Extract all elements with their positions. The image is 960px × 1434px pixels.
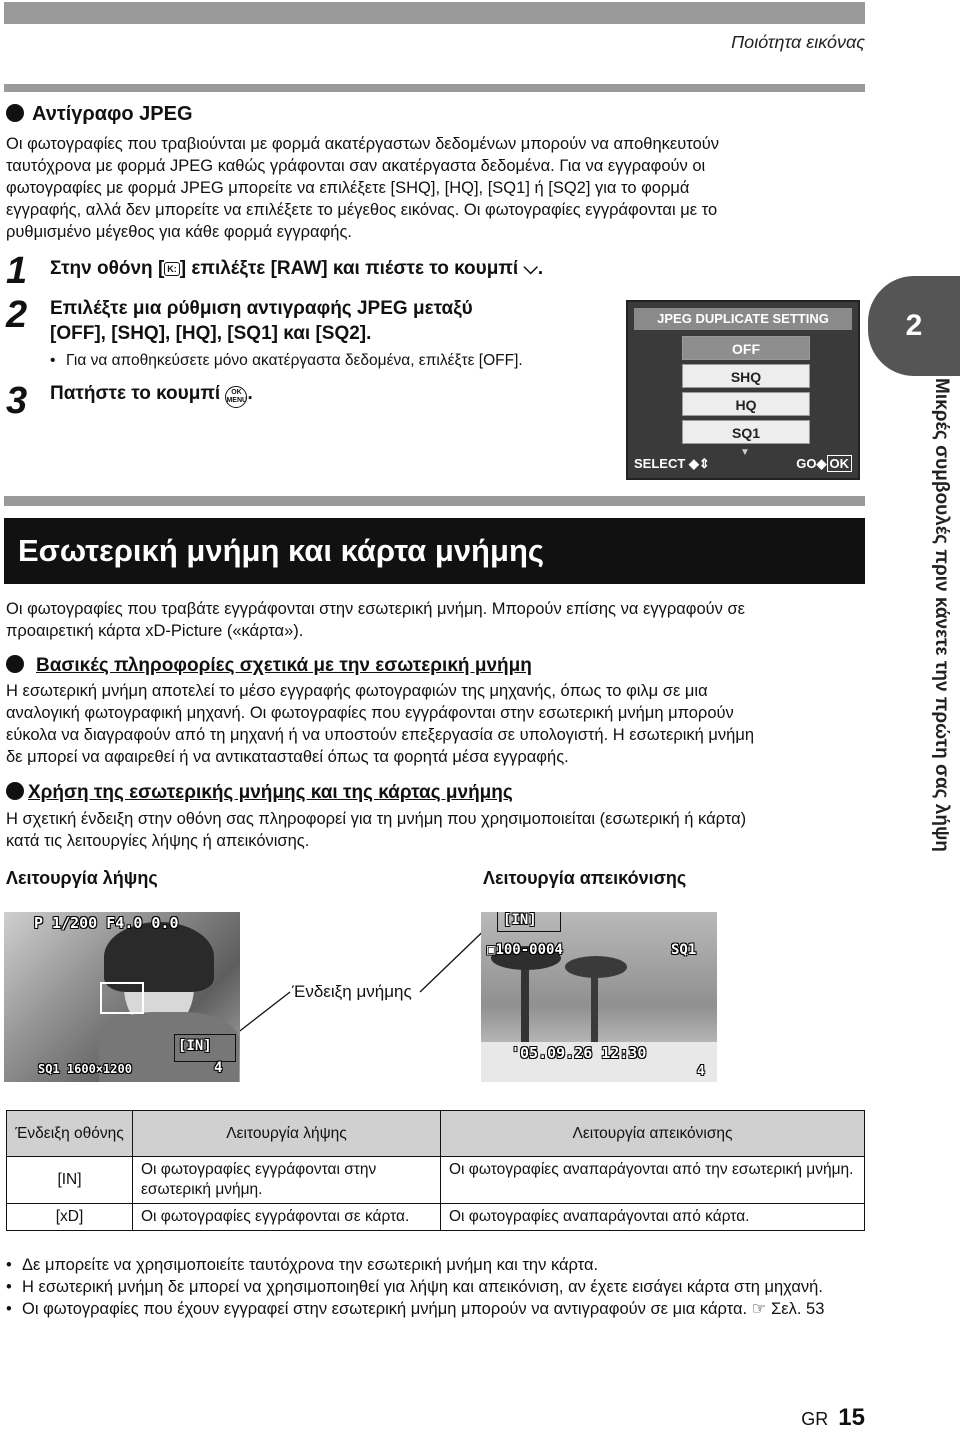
lcd-option-sq1[interactable]: SQ1 xyxy=(682,420,810,444)
table-cell: [xD] xyxy=(7,1204,133,1231)
lcd-footer-select: SELECT ◆⇕ xyxy=(634,456,710,471)
step-2-note: • Για να αποθηκεύσετε μόνο ακατέργαστα δεδομένα, επιλέξτε [OFF]. xyxy=(50,350,625,372)
list-item: • Η εσωτερική μνήμη δε μπορεί να χρησιμοποιηθεί για λήψη και απεικόνιση, αν έχετε εισάγει κάρτα στη μηχανή. xyxy=(6,1276,826,1298)
bullet-icon xyxy=(6,655,24,673)
list-item: • Δε μπορείτε να χρησιμοποιείτε ταυτόχρονα την εσωτερική μνήμη και την κάρτα. xyxy=(6,1254,826,1276)
table-header: Λειτουργία λήψης xyxy=(133,1111,441,1157)
memory-section-title: Εσωτερική μνήμη και κάρτα μνήμης xyxy=(4,518,865,584)
step-1-text: Στην οθόνη [ K: ] επιλέξτε [RAW] και πιέστε το κουμπί ⌵. xyxy=(50,258,544,279)
shoot-osd-top: P 1/200 F4.0 0.0 xyxy=(34,914,179,932)
page-number: GR 15 xyxy=(801,1404,865,1431)
usage-heading: Χρήση της εσωτερικής μνήμης και της κάρτας μνήμης xyxy=(6,782,513,804)
memory-indicator-label: Ένδειξη μνήμης xyxy=(292,982,412,1001)
play-mode-label: Λειτουργία απεικόνισης xyxy=(483,868,687,888)
section-band-top xyxy=(4,496,865,506)
page-header-title: Ποιότητα εικόνας xyxy=(731,32,865,52)
page-reference-icon: ☞ xyxy=(751,1300,767,1318)
table-cell: [IN] xyxy=(7,1157,133,1204)
ok-icon: OK xyxy=(827,455,853,472)
table-header-row xyxy=(7,1111,865,1157)
jpeg-paragraph: Οι φωτογραφίες που τραβιούνται με φορμά ακατέργαστων δεδομένων μπορούν να αποθηκευτούν ταυτόχρονα με φορμά JPEG καθώς γράφονται σαν ακατέργαστα δεδομένα. Για να εγγραφούν οι φωτογραφίες με φορμά JPEG μπορείτε να επιλέξετε [SHQ], [HQ], [SQ1] ή [SQ2] για το φορμά εγγραφής, αλλά δεν μπορείτε να επιλέξετε το μέγεθος εικόνας. Οι φωτογραφίες εγγράφονται με το ρυθμισμένο μέγεθος για κάθε φορμά εγγραφής. xyxy=(6,135,720,241)
lcd-title: JPEG DUPLICATE SETTING xyxy=(634,308,852,330)
table-header: Ένδειξη οθόνης xyxy=(7,1111,133,1157)
table-cell: Οι φωτογραφίες εγγράφονται στην εσωτερική μνήμη. xyxy=(133,1157,441,1204)
step-2-text: Επιλέξτε μια ρύθμιση αντιγραφής JPEG μεταξύ [OFF], [SHQ], [HQ], [SQ1] και [SQ2]. xyxy=(50,298,473,344)
play-osd-file: ▣100-0004 xyxy=(487,942,563,958)
memory-indicator-table xyxy=(6,1110,865,1231)
table-cell: Οι φωτογραφίες αναπαράγονται από κάρτα. xyxy=(441,1204,865,1231)
playback-mode-photo xyxy=(481,912,717,1082)
chapter-side-text: Μικρές συμβουλές πριν κάνετε την πρώτη σας λήψη xyxy=(931,378,952,852)
shoot-osd-count: 4 xyxy=(214,1060,223,1076)
arrow-button-icon: ⌵ xyxy=(523,258,538,279)
step-number-3: 3 xyxy=(6,380,28,422)
camera-menu-icon: K: xyxy=(164,262,180,276)
af-target-mark xyxy=(100,982,144,1014)
memory-intro: Οι φωτογραφίες που τραβάτε εγγράφονται στην εσωτερική μνήμη. Μπορούν επίσης να εγγραφούν σε προαιρετική κάρτα xD-Picture («κάρτα»). xyxy=(6,600,746,640)
list-item: • Οι φωτογραφίες που έχουν εγγραφεί στην εσωτερική μνήμη μπορούν να αντιγραφούν σε μια κάρτα. ☞ Σελ. 53 xyxy=(6,1298,826,1320)
lcd-option-shq[interactable]: SHQ xyxy=(682,364,810,388)
table-cell: Οι φωτογραφίες εγγράφονται σε κάρτα. xyxy=(133,1204,441,1231)
bullet-icon xyxy=(6,782,24,800)
header-rule xyxy=(4,84,865,92)
scroll-down-icon: ▼ xyxy=(740,447,750,458)
table-row xyxy=(7,1204,865,1231)
lcd-option-off[interactable]: OFF xyxy=(682,336,810,360)
shoot-osd-in: [IN] xyxy=(178,1038,212,1054)
table-cell: Οι φωτογραφίες αναπαράγονται από την εσωτερική μνήμη. xyxy=(441,1157,865,1204)
step-number-1: 1 xyxy=(6,250,28,292)
table-row xyxy=(7,1157,865,1204)
protect-icon: ▣ xyxy=(487,942,496,958)
arrow-icon: ◆ xyxy=(816,456,827,471)
palm-leaves-2 xyxy=(565,956,627,978)
play-osd-count: 4 xyxy=(697,1064,705,1079)
play-osd-date: '05.09.26 12:30 xyxy=(511,1044,647,1062)
play-osd-in: [IN] xyxy=(503,912,537,928)
step-number-2: 2 xyxy=(6,294,28,336)
jpeg-duplicate-lcd xyxy=(626,300,860,480)
play-osd-quality: SQ1 xyxy=(671,942,697,958)
shoot-mode-label: Λειτουργία λήψης xyxy=(6,868,158,888)
basic-info-paragraph: Η εσωτερική μνήμη αποτελεί το μέσο εγγραφής φωτογραφιών της μηχανής, όπως το φιλμ σε μια αναλογική φωτογραφική μηχανή. Οι φωτογραφίες που εγγράφονται στην εσωτερική μνήμη μπορούν εύκολα να διαγραφούν από τη μηχανή ή να υποστούν επεξεργασία σε υπολογιστή. Η εσωτερική μνήμη δε μπορεί να αφαιρεθεί ή να αντικατασταθεί όπως τα φορητά μέσα εγγραφής. xyxy=(6,682,755,766)
notes-list xyxy=(6,1254,826,1320)
lcd-footer-go: GO◆ OK xyxy=(796,456,852,472)
lcd-option-hq[interactable]: HQ xyxy=(682,392,810,416)
usage-paragraph: Η σχετική ένδειξη στην οθόνη σας πληροφορεί για τη μνήμη που χρησιμοποιείται (εσωτερική ή κάρτα) κατά τις λειτουργίες λήψης ή απεικόνισης. xyxy=(6,810,747,850)
chapter-tab: 2 xyxy=(868,276,960,376)
step-3-text: Πατήστε το κουμπί OK MENU . xyxy=(50,381,253,408)
top-gray-bar xyxy=(4,2,865,24)
shoot-osd-bottom: SQ1 1600×1200 xyxy=(38,1062,132,1076)
up-down-arrow-icon: ◆⇕ xyxy=(685,456,710,471)
bullet-icon xyxy=(6,104,24,122)
ok-menu-button-icon: OK MENU xyxy=(225,386,247,408)
table-header: Λειτουργία απεικόνισης xyxy=(441,1111,865,1157)
jpeg-section-heading: Αντίγραφο JPEG xyxy=(6,103,193,126)
basic-info-heading: Βασικές πληροφορίες σχετικά με την εσωτερική μνήμη xyxy=(6,655,532,677)
shooting-mode-photo xyxy=(4,912,240,1082)
